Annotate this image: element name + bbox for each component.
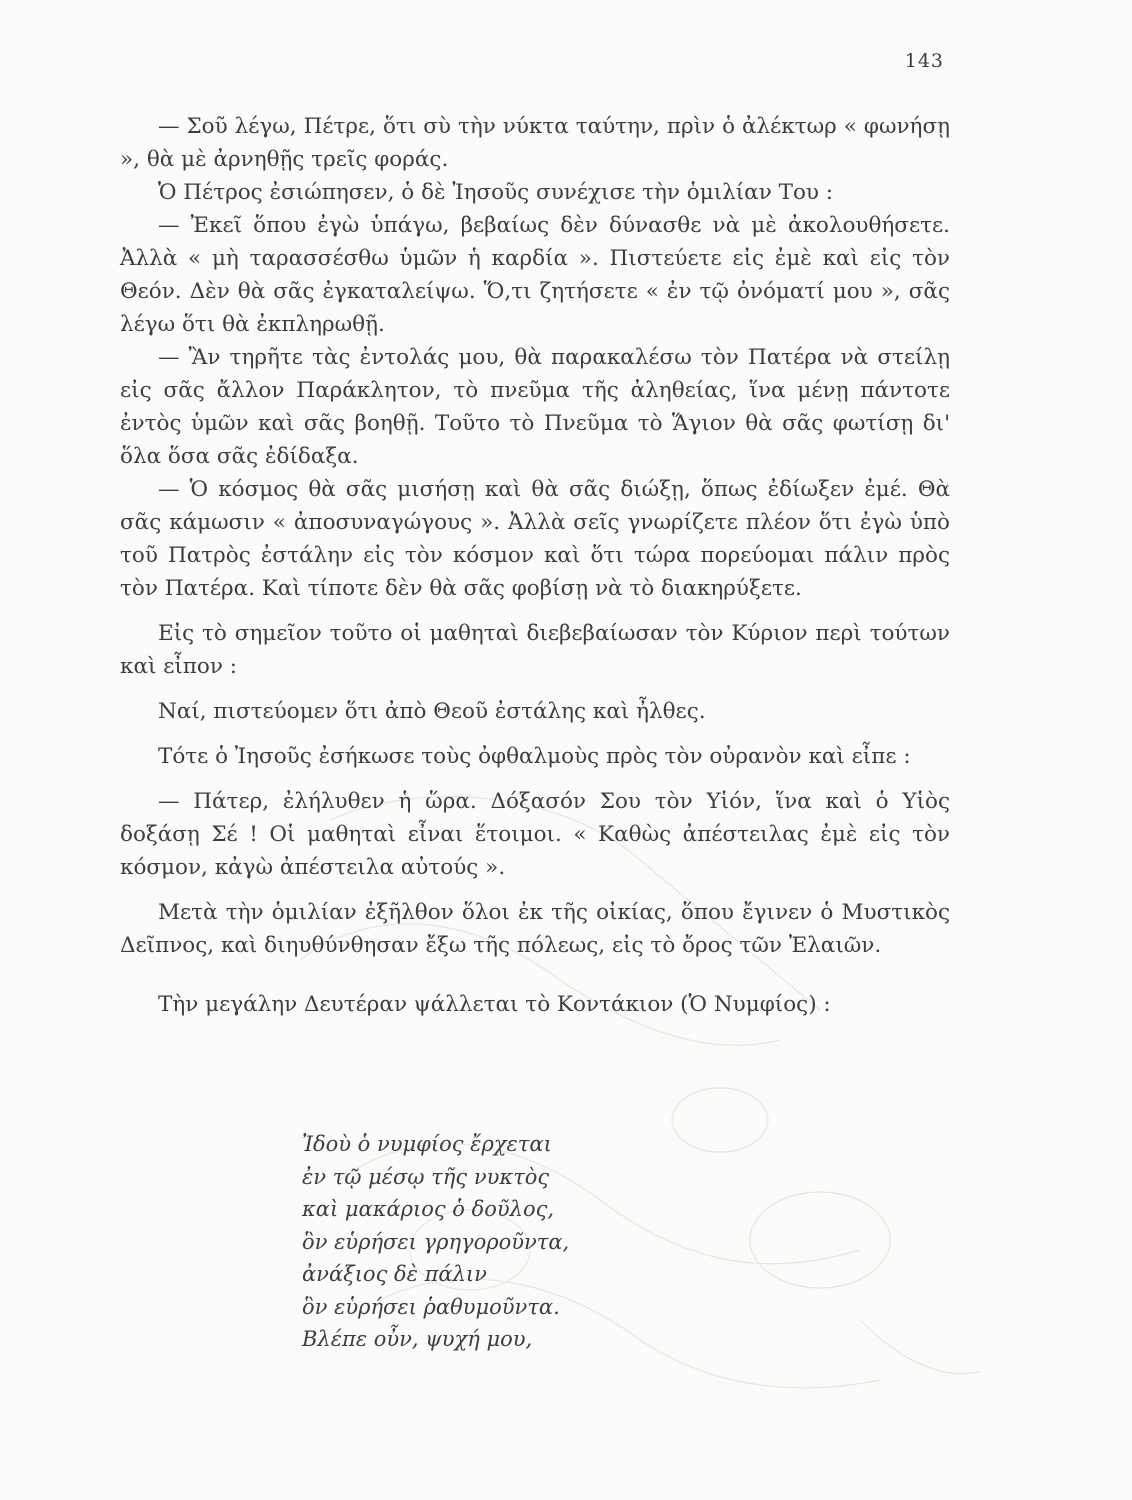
main-text	[120, 110, 950, 1021]
poem-line: Ἰδοὺ ὁ νυμφίος ἔρχεται	[302, 1132, 552, 1156]
paragraph-kontakion-intro: Τὴν μεγάλην Δευτέραν ψάλλεται τὸ Κοντάκιον (Ὁ Νυμφίος) :	[158, 992, 831, 1017]
paragraph-do-not-fear: — Ἐκεῖ ὅπου ἐγὼ ὑπάγω, βεβαίως δὲν δύνασθε νὰ μὲ ἀκολουθήσετε. Ἀλλὰ « μὴ ταρασσέσθω ὑμῶν ἡ καρδία ». Πιστεύετε εἰς ἐμὲ καὶ εἰς τὸν Θεόν. Δὲν θὰ σᾶς ἐγκαταλείψω. Ὅ,τι ζητήσετε « ἐν τῷ ὀνόματί μου », σᾶς λέγω ὅτι θὰ ἐκπληρωθῇ.	[120, 213, 950, 337]
page-number: 143	[904, 50, 944, 72]
kontakion-poem	[302, 1128, 902, 1356]
poem-line: ὃν εὑρήσει γρηγοροῦντα,	[302, 1229, 570, 1254]
poem-line: καὶ μακάριος ὁ δοῦλος,	[302, 1197, 555, 1221]
poem-line: Βλέπε οὖν, ψυχή μου,	[302, 1327, 533, 1351]
paragraph-disciples-affirm: Εἰς τὸ σημεῖον τοῦτο οἱ μαθηταὶ διεβεβαίωσαν τὸν Κύριον περὶ τούτων καὶ εἶπον :	[120, 621, 950, 679]
paragraph-we-believe: Ναί, πιστεύομεν ὅτι ἀπὸ Θεοῦ ἐστάλης καὶ ἦλθες.	[158, 699, 706, 724]
paragraph-jesus-looks-up: Τότε ὁ Ἰησοῦς ἐσήκωσε τοὺς ὀφθαλμοὺς πρὸς τὸν οὐρανὸν καὶ εἶπε :	[158, 744, 911, 769]
paragraph-world-hates: — Ὁ κόσμος θὰ σᾶς μισήσῃ καὶ θὰ σᾶς διώξῃ, ὅπως ἐδίωξεν ἐμέ. Θὰ σᾶς κάμωσιν « ἀποσυναγώγους ». Ἀλλὰ σεῖς γνωρίζετε πλέον ὅτι ἐγὼ ὑπὸ τοῦ Πατρὸς ἐστάλην εἰς τὸν κόσμον καὶ ὅτι τώρα πορεύομαι πάλιν πρὸς τὸν Πατέρα. Καὶ τίποτε δὲν θὰ σᾶς φοβίσῃ νὰ τὸ διακηρύξετε.	[120, 477, 950, 601]
paragraph-paraclete: — Ἂν τηρῆτε τὰς ἐντολάς μου, θὰ παρακαλέσω τὸν Πατέρα νὰ στείλῃ εἰς σᾶς ἄλλον Παράκλητον, τὸ πνεῦμα τῆς ἀληθείας, ἵνα μένῃ πάντοτε ἐντὸς ὑμῶν καὶ σᾶς βοηθῇ. Τοῦτο τὸ Πνεῦμα τὸ Ἅγιον θὰ σᾶς φωτίσῃ δι' ὅλα ὅσα σᾶς ἐδίδαξα.	[120, 345, 950, 469]
poem-line: ἀνάξιος δὲ πάλιν	[302, 1262, 487, 1286]
paragraph-prayer: — Πάτερ, ἐλήλυθεν ἡ ὥρα. Δόξασόν Σου τὸν Υἱόν, ἵνα καὶ ὁ Υἱὸς δοξάσῃ Σέ ! Οἱ μαθηταὶ εἶναι ἕτοιμοι. « Καθὼς ἀπέστειλας ἐμὲ εἰς τὸν κόσμον, κἀγὼ ἀπέστειλα αὐτούς ».	[120, 789, 950, 880]
paragraph-peter-silent: Ὁ Πέτρος ἐσιώπησεν, ὁ δὲ Ἰησοῦς συνέχισε τὴν ὁμιλίαν Του :	[158, 180, 834, 205]
paragraph-peter-warning: — Σοῦ λέγω, Πέτρε, ὅτι σὺ τὴν νύκτα ταύτην, πρὶν ὁ ἀλέκτωρ « φωνήσῃ », θὰ μὲ ἀρνηθῇς τρεῖς φοράς.	[120, 114, 950, 172]
paragraph-mount-of-olives: Μετὰ τὴν ὁμιλίαν ἐξῆλθον ὅλοι ἐκ τῆς οἰκίας, ὅπου ἔγινεν ὁ Μυστικὸς Δεῖπνος, καὶ διηυθύνθησαν ἔξω τῆς πόλεως, εἰς τὸ ὄρος τῶν Ἐλαιῶν.	[120, 900, 950, 958]
poem-line: ὃν εὑρήσει ῥαθυμοῦντα.	[302, 1294, 560, 1319]
poem-line: ἐν τῷ μέσῳ τῆς νυκτὸς	[302, 1164, 550, 1189]
